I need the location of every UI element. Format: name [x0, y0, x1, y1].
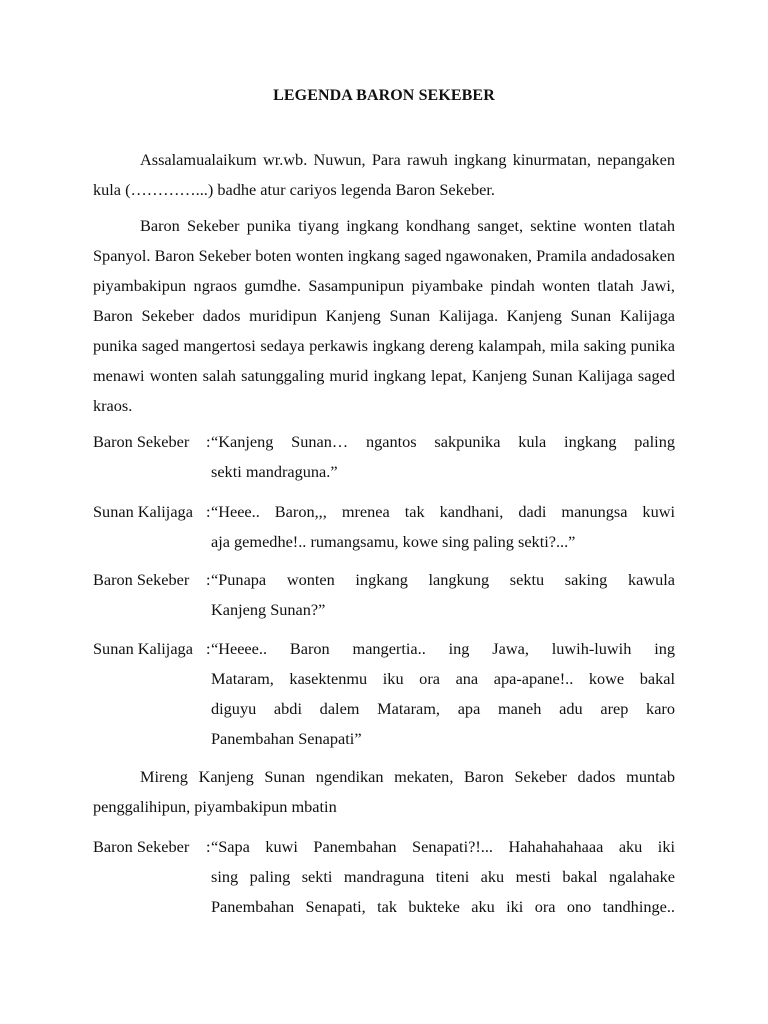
- dialogue-line: sekti mandraguna.”: [211, 462, 338, 481]
- dialogue-separator: :: [206, 570, 211, 589]
- dialogue-line: Kanjeng Sunan?”: [211, 600, 326, 619]
- paragraph-intro: Assalamualaikum wr.wb. Nuwun, Para rawuh ingkang kinurmatan, nepangaken kula (…………...) badhe atur cariyos legenda Baron Sekeber.: [93, 150, 675, 199]
- dialogue-speaker: Sunan Kalijaga: [93, 502, 193, 521]
- dialogue-line: “Punapa wonten ingkang langkung sektu saking kawula: [211, 570, 675, 589]
- dialogue-line: Panembahan Senapati”: [211, 729, 362, 748]
- dialogue-line: aja gemedhe!.. rumangsamu, kowe sing paling sekti?...”: [211, 532, 576, 551]
- dialogue-speaker: Baron Sekeber: [93, 837, 190, 856]
- dialogue-line: Panembahan Senapati, tak bukteke aku iki ora ono tandhinge..: [211, 897, 675, 916]
- dialogue-line: “Heee.. Baron,,, mrenea tak kandhani, dadi manungsa kuwi: [211, 502, 675, 521]
- dialogue-speaker: Baron Sekeber: [93, 432, 190, 451]
- dialogue-separator: :: [206, 502, 211, 521]
- dialogue-separator: :: [206, 639, 211, 658]
- paragraph-story: Baron Sekeber punika tiyang ingkang kondhang sanget, sektine wonten tlatah Spanyol. Baron Sekeber boten wonten ingkang saged ngawonaken, Pramila andadosaken piyambakipun ngraos gumdhe. Sasampunipun piyambake pindah wonten tlatah Jawi, Baron Sekeber dados muridipun Kanjeng Sunan Kalijaga. Kanjeng Sunan Kalijaga punika saged mangertosi sedaya perkawis ingkang dereng kalampah, mila saking punika menawi wonten salah satunggaling murid ingkang lepat, Kanjeng Sunan Kalijaga saged kraos.: [93, 216, 675, 415]
- dialogue-line: “Sapa kuwi Panembahan Senapati?!... Hahahahahaaa aku iki: [211, 837, 675, 856]
- dialogue-separator: :: [206, 432, 211, 451]
- dialogue-speaker: Baron Sekeber: [93, 570, 190, 589]
- dialogue-separator: :: [206, 837, 211, 856]
- dialogue-line: diguyu abdi dalem Mataram, apa maneh adu arep karo: [211, 699, 675, 718]
- dialogue-speaker: Sunan Kalijaga: [93, 639, 193, 658]
- dialogue-line: “Kanjeng Sunan… ngantos sakpunika kula ingkang paling: [211, 432, 675, 451]
- paragraph-narration: Mireng Kanjeng Sunan ngendikan mekaten, Baron Sekeber dados muntab penggalihipun, piyambakipun mbatin: [93, 767, 675, 816]
- dialogue-line: “Heeee.. Baron mangertia.. ing Jawa, luwih-luwih ing: [211, 639, 675, 658]
- document-title: LEGENDA BARON SEKEBER: [273, 87, 495, 104]
- dialogue-line: sing paling sekti mandraguna titeni aku mesti bakal ngalahake: [211, 867, 675, 886]
- dialogue-line: Mataram, kasektenmu iku ora ana apa-apane!.. kowe bakal: [211, 669, 675, 688]
